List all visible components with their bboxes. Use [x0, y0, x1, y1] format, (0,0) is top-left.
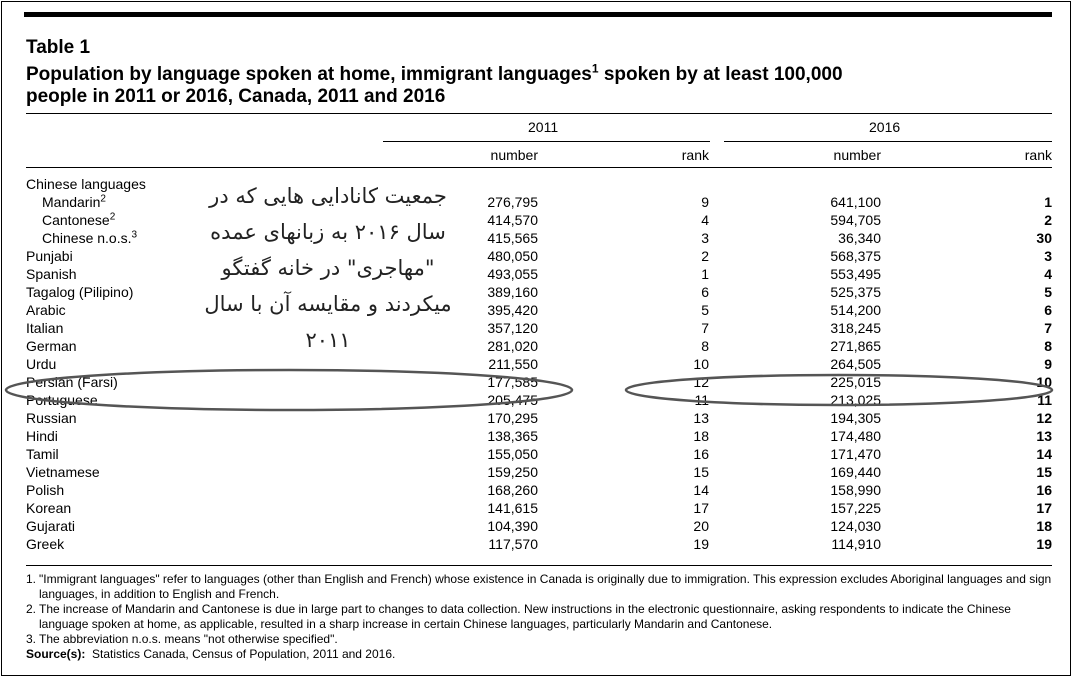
- language-cell: Spanish: [26, 266, 77, 282]
- number-2016-cell: 525,375: [830, 284, 881, 300]
- rank-2011-cell: 13: [693, 410, 709, 426]
- rank-2016-cell: 7: [1044, 320, 1052, 336]
- number-2011-cell: 155,050: [487, 446, 538, 462]
- number-2011-cell: 138,365: [487, 428, 538, 444]
- rank-2016-cell: 15: [1036, 464, 1052, 480]
- language-cell: German: [26, 338, 77, 354]
- rank-2011-cell: 7: [701, 320, 709, 336]
- number-2016-cell: 271,865: [830, 338, 881, 354]
- language-cell: Punjabi: [26, 248, 73, 264]
- number-2016-cell: 594,705: [830, 212, 881, 228]
- rank-2011-header: rank: [681, 147, 709, 163]
- number-2011-cell: 159,250: [487, 464, 538, 480]
- number-2016-cell: 169,440: [830, 464, 881, 480]
- rank-2016-cell: 17: [1036, 500, 1052, 516]
- number-2011-header: number: [490, 147, 538, 163]
- rank-2016-cell: 12: [1036, 410, 1052, 426]
- group-label: Chinese languages: [26, 176, 146, 192]
- footnote-ref: 2: [109, 211, 116, 223]
- number-2011-cell: 211,550: [488, 356, 538, 372]
- rank-2016-cell: 16: [1036, 482, 1052, 498]
- source-label: Source(s):: [26, 647, 86, 661]
- language-cell: Greek: [26, 536, 65, 552]
- language-cell: Polish: [26, 482, 65, 498]
- language-cell: Tagalog (Pilipino): [26, 284, 134, 300]
- footnote-text: The increase of Mandarin and Cantonese is due in large part to changes to data collection. New instructions in the electronic questionnaire, asking respondents to indicate the Chinese language spoken at home, as applicable, resulted in a sharp increase in certain Chinese languages, particularly Mandarin and Cantonese.: [39, 602, 1011, 631]
- footnote-number: 2.: [26, 602, 37, 616]
- number-2011-cell: 177,585: [487, 374, 538, 390]
- rank-2011-cell: 1: [701, 266, 709, 282]
- language-cell: Italian: [26, 320, 64, 336]
- number-2011-cell: 170,295: [487, 410, 538, 426]
- rank-2011-cell: 5: [701, 302, 709, 318]
- rank-2016-cell: 13: [1036, 428, 1052, 444]
- number-2011-cell: 281,020: [487, 338, 538, 354]
- rank-2011-cell: 6: [701, 284, 709, 300]
- table-label: Table 1: [26, 37, 91, 58]
- rank-2016-cell: 14: [1036, 446, 1052, 462]
- number-2016-cell: 124,030: [830, 518, 881, 534]
- rank-2016-cell: 4: [1044, 266, 1052, 282]
- number-2016-cell: 158,990: [830, 482, 881, 498]
- number-2016-cell: 114,910: [831, 536, 881, 552]
- number-2011-cell: 117,570: [488, 536, 538, 552]
- language-cell: Arabic: [26, 302, 66, 318]
- footnote-number: 1.: [26, 572, 37, 586]
- number-2016-header: number: [833, 147, 881, 163]
- rank-2011-cell: 2: [701, 248, 709, 264]
- footnote-ref: 2: [100, 193, 106, 205]
- source-text: Statistics Canada, Census of Population, 2011 and 2016.: [92, 647, 396, 661]
- rank-2011-cell: 3: [701, 230, 709, 246]
- rank-2016-cell: 9: [1044, 356, 1052, 372]
- rank-2016-cell: 18: [1036, 518, 1052, 534]
- rank-2016-cell: 11: [1037, 392, 1052, 408]
- source-line: [26, 647, 1056, 662]
- language-name: Chinese n.o.s.: [42, 230, 132, 246]
- number-2011-cell: 276,795: [487, 194, 538, 210]
- number-2011-cell: 141,615: [487, 500, 538, 516]
- number-2016-cell: 157,225: [830, 500, 881, 516]
- number-2016-cell: 264,505: [830, 356, 881, 372]
- persian-2011-ellipse: [6, 370, 572, 410]
- rank-2016-cell: 19: [1036, 536, 1052, 552]
- rank-2011-cell: 12: [693, 374, 709, 390]
- footnote-ref: 3: [131, 229, 138, 241]
- number-2016-cell: 194,305: [830, 410, 881, 426]
- number-2011-cell: 415,565: [487, 230, 538, 246]
- language-cell: Portuguese: [26, 392, 98, 408]
- rank-2016-cell: 3: [1044, 248, 1052, 264]
- language-cell: Tamil: [26, 446, 59, 462]
- number-2016-cell: 568,375: [830, 248, 881, 264]
- language-cell: Urdu: [26, 356, 57, 372]
- rank-2016-cell: 1: [1044, 194, 1052, 210]
- rank-2011-cell: 20: [693, 518, 709, 534]
- language-cell: Persian (Farsi): [26, 374, 118, 390]
- rank-2016-cell: 5: [1044, 284, 1052, 300]
- number-2011-cell: 395,420: [487, 302, 538, 318]
- rank-2016-cell: 6: [1044, 302, 1052, 318]
- footnote-text: The abbreviation n.o.s. means "not otherwise specified".: [39, 632, 338, 646]
- rank-2011-cell: 8: [701, 338, 709, 354]
- rank-2011-cell: 11: [694, 392, 709, 408]
- table-title: Population by language spoken at home, immigrant languages$^1$ spoken by at least 100,000 people in 2011 or 2016, Canada, 2011 and 2016: [26, 61, 843, 107]
- number-2011-cell: 389,160: [487, 284, 538, 300]
- rank-2016-cell: 2: [1044, 212, 1052, 228]
- number-2016-cell: 514,200: [830, 302, 881, 318]
- language-cell: Russian: [26, 410, 77, 426]
- number-2011-cell: 480,050: [487, 248, 538, 264]
- language-cell: Korean: [26, 500, 72, 516]
- year-2016-header: 2016: [869, 119, 901, 135]
- number-2011-cell: 493,055: [487, 266, 538, 282]
- number-2011-cell: 357,120: [487, 320, 538, 336]
- language-name: Mandarin: [42, 194, 101, 210]
- year-2011-header: 2011: [528, 119, 559, 135]
- footnote-text: "Immigrant languages" refer to languages (other than English and French) whose existence in Canada is originally due to immigration. This expression excludes Aboriginal languages and sign languages, in addition to English and French.: [39, 572, 1052, 601]
- rank-2016-cell: 30: [1036, 230, 1052, 246]
- number-2016-cell: 641,100: [830, 194, 881, 210]
- language-cell: Vietnamese: [26, 464, 100, 480]
- number-2011-cell: 205,475: [487, 392, 538, 408]
- language-cell: Hindi: [26, 428, 58, 444]
- rank-2011-cell: 4: [701, 212, 709, 228]
- number-2016-cell: 36,340: [838, 230, 881, 246]
- persian-2016-ellipse: [626, 375, 1052, 405]
- handwritten-annotation: جمعیت کانادایی هایی که در سال ۲۰۱۶ به زبانهای عمده "مهاجری" در خانه گفتگو میکردند و مقایسه آن با سال ۲۰۱۱: [204, 184, 452, 352]
- rank-2011-cell: 19: [693, 536, 709, 552]
- rank-2011-cell: 10: [693, 356, 709, 372]
- rank-2016-header: rank: [1024, 147, 1052, 163]
- number-2016-cell: 225,015: [830, 374, 881, 390]
- rank-2011-cell: 15: [693, 464, 709, 480]
- rank-2011-cell: 17: [693, 500, 709, 516]
- number-2011-cell: 104,390: [487, 518, 538, 534]
- rank-2016-cell: 10: [1036, 374, 1052, 390]
- number-2016-cell: 318,245: [830, 320, 881, 336]
- footnote-number: 3.: [26, 632, 37, 646]
- language-name: Cantonese: [42, 212, 110, 228]
- rank-2011-cell: 14: [693, 482, 709, 498]
- footnote: [26, 572, 1056, 602]
- number-2016-cell: 171,470: [830, 446, 881, 462]
- rank-2016-cell: 8: [1044, 338, 1052, 354]
- footnotes: [26, 572, 1056, 662]
- number-2016-cell: 553,495: [830, 266, 881, 282]
- number-2011-cell: 168,260: [487, 482, 538, 498]
- footnote: [26, 632, 1056, 647]
- number-2016-cell: 174,480: [830, 428, 881, 444]
- rank-2011-cell: 18: [693, 428, 709, 444]
- rank-2011-cell: 9: [701, 194, 709, 210]
- footnote: [26, 602, 1056, 632]
- language-cell: Gujarati: [26, 518, 76, 534]
- number-2011-cell: 414,570: [487, 212, 538, 228]
- number-2016-cell: 213,025: [830, 392, 881, 408]
- rank-2011-cell: 16: [693, 446, 709, 462]
